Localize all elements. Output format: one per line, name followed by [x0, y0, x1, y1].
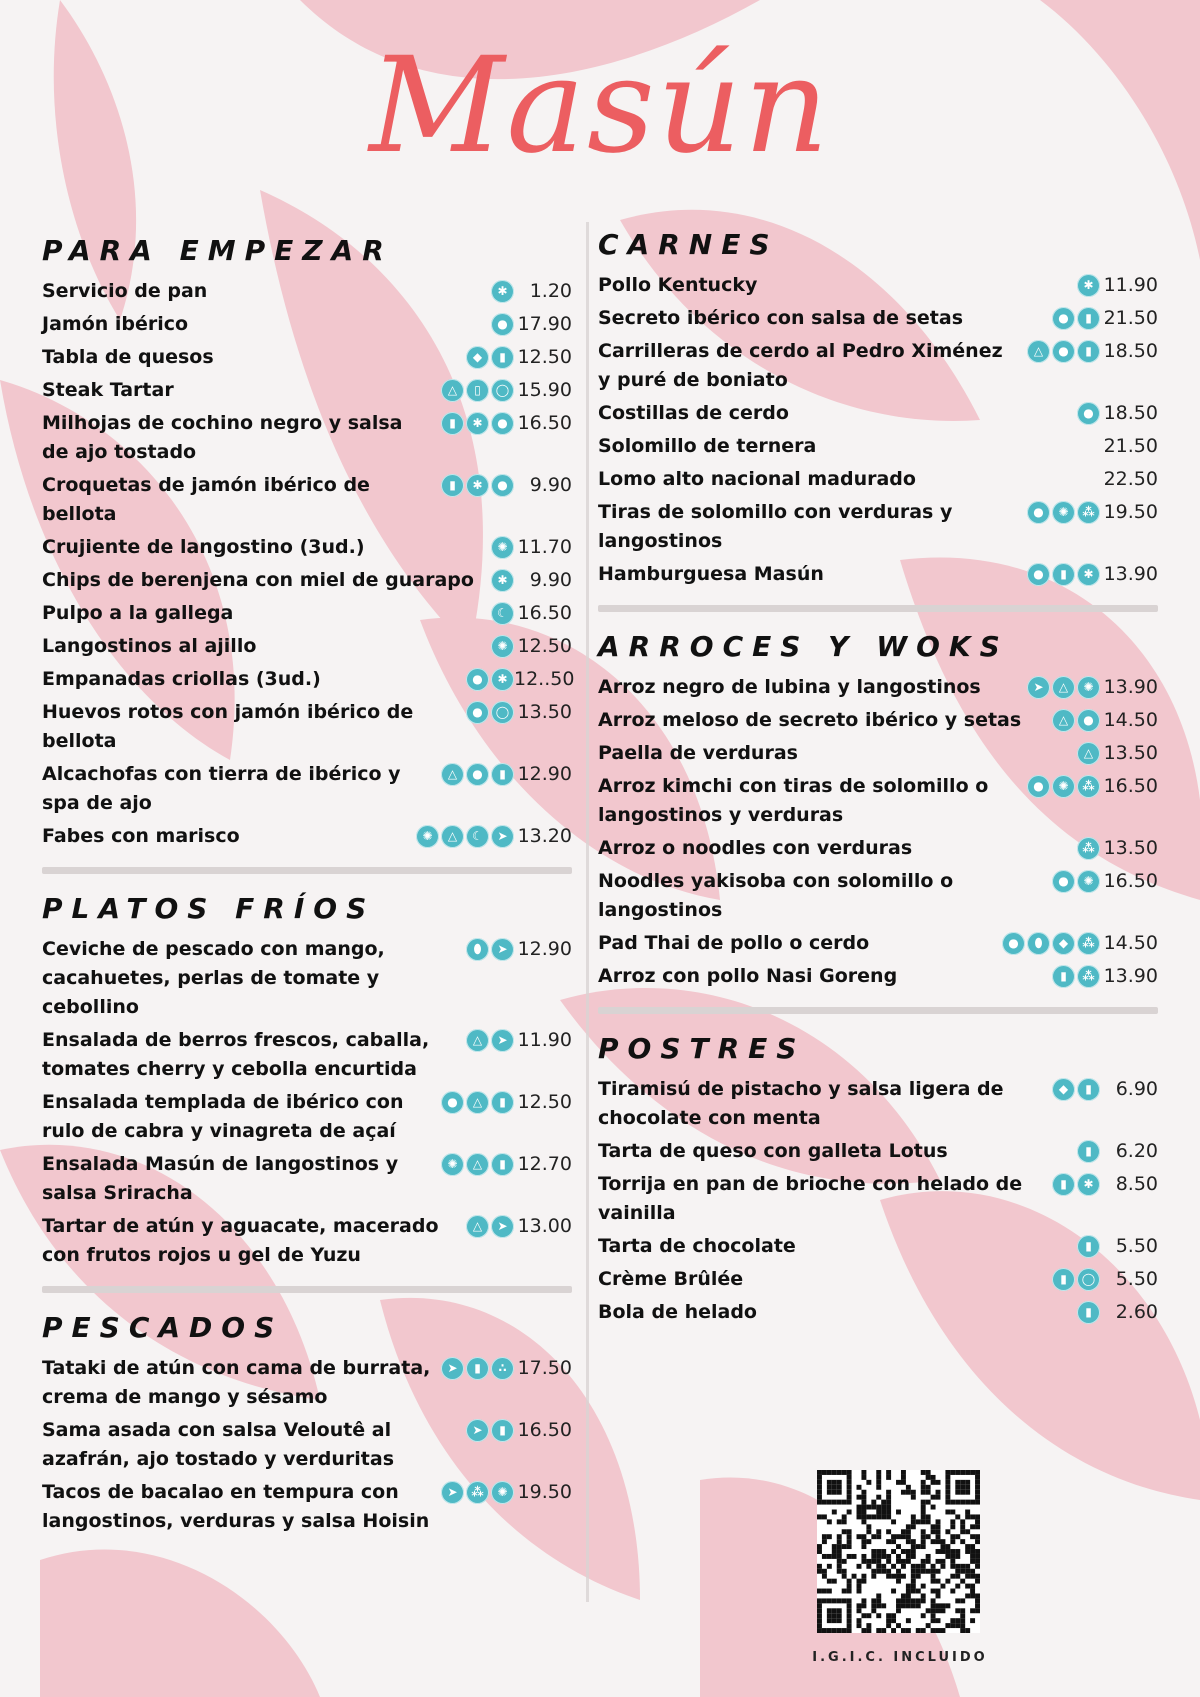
allergen-icons	[416, 822, 514, 848]
dairy-icon: ▮	[1052, 563, 1075, 586]
item-price: 17.90	[517, 313, 572, 335]
menu-item	[42, 376, 572, 405]
allergen-icons	[1027, 498, 1100, 524]
dairy-icon: ▮	[1077, 1078, 1100, 1101]
item-name: Ensalada templada de ibérico con rulo de cabra y vinagreta de açaí	[42, 1091, 404, 1142]
fish-icon: ➤	[441, 1357, 464, 1380]
menu-item	[598, 1265, 1158, 1294]
sulphite-icon: △	[466, 1091, 489, 1114]
section-title: PESCADOS	[42, 1311, 284, 1344]
allergen-icons	[1027, 673, 1100, 699]
item-name: Pollo Kentucky	[598, 274, 758, 296]
item-price: 18.50	[1103, 340, 1158, 362]
section-title: PLATOS FRÍOS	[42, 892, 376, 925]
qr-code[interactable]	[817, 1470, 980, 1633]
mustard-icon: ▯	[466, 379, 489, 402]
allergen-icons	[441, 409, 514, 435]
nuts-icon: ◆	[466, 346, 489, 369]
sulphite-icon: △	[1027, 340, 1050, 363]
dairy-icon: ▮	[491, 763, 514, 786]
item-name: Alcachofas con tierra de ibérico y spa de ajo	[42, 763, 401, 814]
dairy-icon: ▮	[1077, 1140, 1100, 1163]
allergen-icons	[466, 1416, 514, 1442]
item-price: 19.50	[1103, 501, 1158, 523]
item-name: Arroz o noodles con verduras	[598, 837, 913, 859]
egg-icon: ◯	[491, 379, 514, 402]
item-name: Tabla de quesos	[42, 346, 214, 368]
menu-item	[598, 399, 1158, 428]
item-name: Secreto ibérico con salsa de setas	[598, 307, 964, 329]
shellfish-icon: ✺	[416, 825, 439, 848]
menu-item	[598, 271, 1158, 300]
mollusc-icon: ☾	[491, 602, 514, 625]
menu-item	[598, 1232, 1158, 1261]
item-price: 17.50	[517, 1357, 572, 1379]
soy-icon: ⁂	[1077, 775, 1100, 798]
dairy-icon: ▮	[1077, 307, 1100, 330]
allergen-icons	[1052, 1170, 1100, 1196]
gluten-icon: ✱	[1077, 274, 1100, 297]
section-divider	[598, 1007, 1158, 1014]
pork-icon: ●	[466, 701, 489, 724]
allergen-icons	[466, 665, 514, 691]
item-name: Arroz meloso de secreto ibérico y setas	[598, 709, 1022, 731]
item-price: 14.50	[1103, 932, 1158, 954]
shellfish-icon: ✺	[1052, 775, 1075, 798]
allergen-icons	[491, 599, 514, 625]
item-price: 13.90	[1103, 676, 1158, 698]
menu-item	[42, 1088, 572, 1146]
item-price: 12.90	[517, 763, 572, 785]
item-name: Steak Tartar	[42, 379, 174, 401]
section-title: CARNES	[598, 228, 779, 261]
menu-section	[42, 892, 572, 1270]
shellfish-icon: ✺	[441, 1153, 464, 1176]
item-price: 13.90	[1103, 563, 1158, 585]
item-name: Servicio de pan	[42, 280, 208, 302]
menu-item	[598, 432, 1158, 461]
menu-item	[42, 1478, 572, 1536]
section-divider	[42, 1286, 572, 1293]
pork-icon: ●	[1077, 709, 1100, 732]
item-price: 6.20	[1115, 1140, 1158, 1162]
sulphite-icon: △	[441, 379, 464, 402]
item-price: 13.00	[517, 1215, 572, 1237]
item-price: 9.90	[529, 474, 572, 496]
allergen-icons	[1077, 399, 1100, 425]
menu-item	[42, 533, 572, 562]
allergen-icons	[1077, 271, 1100, 297]
menu-item	[598, 867, 1158, 925]
nuts-icon: ◆	[1052, 932, 1075, 955]
item-price: 13.50	[1103, 742, 1158, 764]
item-name: Hamburguesa Masún	[598, 563, 824, 585]
allergen-icons	[441, 376, 514, 402]
item-name: Tarta de chocolate	[598, 1235, 796, 1257]
item-name: Pad Thai de pollo o cerdo	[598, 932, 870, 954]
item-name: Huevos rotos con jamón ibérico de bellota	[42, 701, 414, 752]
pork-icon: ●	[491, 474, 514, 497]
fish-icon: ➤	[466, 1419, 489, 1442]
menu-item	[42, 599, 572, 628]
allergen-icons	[1077, 834, 1100, 860]
menu-item	[42, 310, 572, 339]
item-price: 12.50	[517, 1091, 572, 1113]
menu-item	[598, 1170, 1158, 1228]
menu-item	[42, 1150, 572, 1208]
sulphite-icon: △	[441, 825, 464, 848]
item-name: Pulpo a la gallega	[42, 602, 234, 624]
gluten-icon: ✱	[491, 668, 514, 691]
allergen-icons	[491, 566, 514, 592]
fish-icon: ➤	[441, 1481, 464, 1504]
allergen-icons	[1027, 560, 1100, 586]
menu-section	[42, 234, 575, 851]
menu-item	[42, 343, 572, 372]
menu-item	[598, 772, 1158, 830]
item-name: Tataki de atún con cama de burrata, crema de mango y sésamo	[42, 1357, 431, 1408]
item-name: Jamón ibérico	[42, 313, 189, 335]
item-price: 16.50	[1103, 775, 1158, 797]
allergen-icons	[441, 1150, 514, 1176]
gluten-icon: ✱	[1077, 563, 1100, 586]
pork-icon: ●	[441, 1091, 464, 1114]
item-price: 13.90	[1103, 965, 1158, 987]
menu-item	[598, 706, 1158, 735]
item-name: Tiras de solomillo con verduras y langostinos	[598, 501, 953, 552]
item-name: Crujiente de langostino (3ud.)	[42, 536, 365, 558]
allergen-icons	[1077, 739, 1100, 765]
menu-item	[598, 929, 1158, 958]
menu-item	[598, 465, 1158, 494]
nuts-icon: ◆	[1052, 1078, 1075, 1101]
dairy-icon: ▮	[1052, 1268, 1075, 1291]
item-price: 12.90	[517, 938, 572, 960]
allergen-icons	[491, 632, 514, 658]
menu-item	[42, 471, 572, 529]
item-price: 11.70	[517, 536, 572, 558]
gluten-icon: ✱	[491, 280, 514, 303]
pork-icon: ●	[1052, 870, 1075, 893]
menu-section	[598, 630, 1158, 991]
sulphite-icon: △	[441, 763, 464, 786]
menu-section	[42, 1311, 572, 1536]
item-name: Lomo alto nacional madurado	[598, 468, 916, 490]
soy-icon: ⁂	[466, 1481, 489, 1504]
menu-item	[42, 822, 572, 851]
allergen-icons	[1052, 962, 1100, 988]
item-price: 1.20	[529, 280, 572, 302]
pork-icon: ●	[1002, 932, 1025, 955]
menu-item	[42, 409, 572, 467]
pork-icon: ●	[1027, 563, 1050, 586]
item-price: 13.50	[517, 701, 572, 723]
item-name: Langostinos al ajillo	[42, 635, 257, 657]
allergen-icons	[441, 1354, 514, 1380]
menu-item	[42, 632, 572, 661]
item-price: 13.50	[1103, 837, 1158, 859]
right-column	[598, 228, 1158, 1343]
dairy-icon: ▮	[1052, 965, 1075, 988]
gluten-icon: ✱	[491, 569, 514, 592]
pork-icon: ●	[1077, 402, 1100, 425]
item-name: Tacos de bacalao en tempura con langostinos, verduras y salsa Hoisin	[42, 1481, 430, 1532]
item-name: Croquetas de jamón ibérico de bellota	[42, 474, 370, 525]
item-name: Tartar de atún y aguacate, macerado con frutos rojos u gel de Yuzu	[42, 1215, 439, 1266]
allergen-icons	[1052, 1265, 1100, 1291]
menu-item	[598, 739, 1158, 768]
item-price: 8.50	[1115, 1173, 1158, 1195]
item-price: 14.50	[1103, 709, 1158, 731]
sulphite-icon: △	[1077, 742, 1100, 765]
item-name: Tarta de queso con galleta Lotus	[598, 1140, 948, 1162]
menu-item	[598, 834, 1158, 863]
allergen-icons	[491, 533, 514, 559]
item-price: 15.90	[517, 379, 572, 401]
item-name: Noodles yakisoba con solomillo o langostinos	[598, 870, 954, 921]
soy-icon: ⁂	[1077, 932, 1100, 955]
item-price: 16.50	[517, 602, 572, 624]
gluten-icon: ✱	[1077, 1173, 1100, 1196]
sulphite-icon: △	[1052, 676, 1075, 699]
item-price: 6.90	[1115, 1078, 1158, 1100]
column-divider	[586, 222, 589, 1602]
dairy-icon: ▮	[1077, 1301, 1100, 1324]
menu-item	[598, 962, 1158, 991]
item-name: Ensalada Masún de langostinos y salsa Sriracha	[42, 1153, 399, 1204]
section-title: POSTRES	[598, 1032, 806, 1065]
menu-section	[598, 1032, 1158, 1327]
item-name: Costillas de cerdo	[598, 402, 789, 424]
dairy-icon: ▮	[491, 1153, 514, 1176]
allergen-icons	[466, 935, 514, 961]
mollusc-icon: ☾	[466, 825, 489, 848]
allergen-icons	[441, 760, 514, 786]
allergen-icons	[491, 277, 514, 303]
menu-item	[42, 277, 572, 306]
section-title: ARROCES Y WOKS	[598, 630, 1009, 663]
menu-item	[42, 1354, 572, 1412]
menu-item	[42, 1416, 572, 1474]
pork-icon: ●	[1027, 501, 1050, 524]
egg-icon: ◯	[1077, 1268, 1100, 1291]
item-name: Arroz negro de lubina y langostinos	[598, 676, 981, 698]
item-name: Solomillo de ternera	[598, 435, 817, 457]
shellfish-icon: ✺	[491, 536, 514, 559]
menu-item	[598, 337, 1158, 395]
item-name: Empanadas criollas (3ud.)	[42, 668, 321, 690]
item-price: 12.70	[517, 1153, 572, 1175]
item-name: Crème Brûlée	[598, 1268, 744, 1290]
pork-icon: ●	[491, 412, 514, 435]
allergen-icons	[1052, 1075, 1100, 1101]
item-price: 16.50	[517, 1419, 572, 1441]
fish-icon: ➤	[491, 1029, 514, 1052]
allergen-icons	[1052, 706, 1100, 732]
menu-item	[42, 1026, 572, 1084]
item-price: 18.50	[1103, 402, 1158, 424]
dairy-icon: ▮	[466, 1357, 489, 1380]
allergen-icons	[1077, 1232, 1100, 1258]
dairy-icon: ▮	[1077, 1235, 1100, 1258]
menu-item	[598, 304, 1158, 333]
allergen-icons	[1002, 929, 1100, 955]
item-price: 5.50	[1115, 1235, 1158, 1257]
gluten-icon: ✱	[466, 412, 489, 435]
allergen-icons	[466, 698, 514, 724]
allergen-icons	[1077, 1137, 1100, 1163]
peanut-icon: ⬮	[1027, 932, 1050, 955]
fish-icon: ➤	[491, 938, 514, 961]
item-name: Ceviche de pescado con mango, cacahuetes, perlas de tomate y cebollino	[42, 938, 385, 1018]
menu-item	[598, 498, 1158, 556]
menu-item	[42, 1212, 572, 1270]
tax-note: I.G.I.C. INCLUIDO	[812, 1650, 988, 1665]
fish-icon: ➤	[491, 1215, 514, 1238]
dairy-icon: ▮	[1077, 340, 1100, 363]
item-price: 11.90	[1103, 274, 1158, 296]
dairy-icon: ▮	[491, 1091, 514, 1114]
item-price: 2.60	[1115, 1301, 1158, 1323]
item-name: Fabes con marisco	[42, 825, 240, 847]
pork-icon: ●	[1052, 340, 1075, 363]
item-name: Ensalada de berros frescos, caballa, tomates cherry y cebolla encurtida	[42, 1029, 430, 1080]
menu-item	[598, 560, 1158, 589]
shellfish-icon: ✺	[491, 635, 514, 658]
menu-section	[598, 228, 1158, 589]
soy-icon: ⁂	[1077, 965, 1100, 988]
soy-icon: ⁂	[1077, 837, 1100, 860]
dairy-icon: ▮	[1052, 1173, 1075, 1196]
restaurant-logo: Masún	[369, 29, 831, 183]
item-name: Arroz con pollo Nasi Goreng	[598, 965, 898, 987]
allergen-icons	[441, 1088, 514, 1114]
item-name: Milhojas de cochino negro y salsa de ajo tostado	[42, 412, 403, 463]
gluten-icon: ✱	[466, 474, 489, 497]
fish-icon: ➤	[491, 825, 514, 848]
pork-icon: ●	[1027, 775, 1050, 798]
item-price: 12.50	[517, 346, 572, 368]
item-price: 21.50	[1103, 307, 1158, 329]
peanut-icon: ⬮	[466, 938, 489, 961]
left-column	[42, 234, 575, 1552]
item-price: 21.50	[1103, 435, 1158, 457]
allergen-icons	[491, 310, 514, 336]
allergen-icons	[466, 1212, 514, 1238]
item-price: 12.50	[517, 635, 572, 657]
shellfish-icon: ✺	[491, 1481, 514, 1504]
fish-icon: ➤	[1027, 676, 1050, 699]
allergen-icons	[441, 1478, 514, 1504]
item-price: 12..50	[514, 668, 575, 690]
menu-item	[42, 566, 572, 595]
item-price: 22.50	[1103, 468, 1158, 490]
pork-icon: ●	[1052, 307, 1075, 330]
menu-item	[598, 1137, 1158, 1166]
shellfish-icon: ✺	[1077, 676, 1100, 699]
allergen-icons	[1027, 772, 1100, 798]
allergen-icons	[466, 1026, 514, 1052]
allergen-icons	[1052, 304, 1100, 330]
sulphite-icon: △	[1052, 709, 1075, 732]
dairy-icon: ▮	[441, 474, 464, 497]
item-price: 16.50	[1103, 870, 1158, 892]
section-divider	[42, 867, 572, 874]
pork-icon: ●	[466, 763, 489, 786]
allergen-icons	[1027, 337, 1100, 363]
sulphite-icon: △	[466, 1153, 489, 1176]
sesame-icon: ∴	[491, 1357, 514, 1380]
item-name: Chips de berenjena con miel de guarapo	[42, 569, 474, 591]
menu-item	[42, 698, 572, 756]
menu-item	[598, 1298, 1158, 1327]
soy-icon: ⁂	[1077, 501, 1100, 524]
dairy-icon: ▮	[491, 1419, 514, 1442]
menu-item	[42, 760, 572, 818]
shellfish-icon: ✺	[1077, 870, 1100, 893]
item-price: 16.50	[517, 412, 572, 434]
item-price: 9.90	[529, 569, 572, 591]
allergen-icons	[1077, 1298, 1100, 1324]
shellfish-icon: ✺	[1052, 501, 1075, 524]
allergen-icons	[441, 471, 514, 497]
section-title: PARA EMPEZAR	[42, 234, 393, 267]
sulphite-icon: △	[466, 1215, 489, 1238]
pork-icon: ●	[491, 313, 514, 336]
item-name: Sama asada con salsa Veloutê al azafrán, ajo tostado y verduritas	[42, 1419, 395, 1470]
item-name: Arroz kimchi con tiras de solomillo o langostinos y verduras	[598, 775, 989, 826]
menu-item	[598, 1075, 1158, 1133]
item-price: 19.50	[517, 1481, 572, 1503]
item-price: 13.20	[517, 825, 572, 847]
pork-icon: ●	[466, 668, 489, 691]
dairy-icon: ▮	[441, 412, 464, 435]
menu-item	[42, 665, 575, 694]
item-name: Tiramisú de pistacho y salsa ligera de chocolate con menta	[598, 1078, 1004, 1129]
menu-item	[42, 935, 572, 1022]
item-price: 5.50	[1115, 1268, 1158, 1290]
item-name: Paella de verduras	[598, 742, 798, 764]
section-divider	[598, 605, 1158, 612]
item-name: Torrija en pan de brioche con helado de vainilla	[598, 1173, 1023, 1224]
dairy-icon: ▮	[491, 346, 514, 369]
item-name: Carrilleras de cerdo al Pedro Ximénez y puré de boniato	[598, 340, 1003, 391]
allergen-icons	[466, 343, 514, 369]
egg-icon: ◯	[491, 701, 514, 724]
menu-item	[598, 673, 1158, 702]
item-name: Bola de helado	[598, 1301, 757, 1323]
sulphite-icon: △	[466, 1029, 489, 1052]
item-price: 11.90	[517, 1029, 572, 1051]
allergen-icons	[1052, 867, 1100, 893]
